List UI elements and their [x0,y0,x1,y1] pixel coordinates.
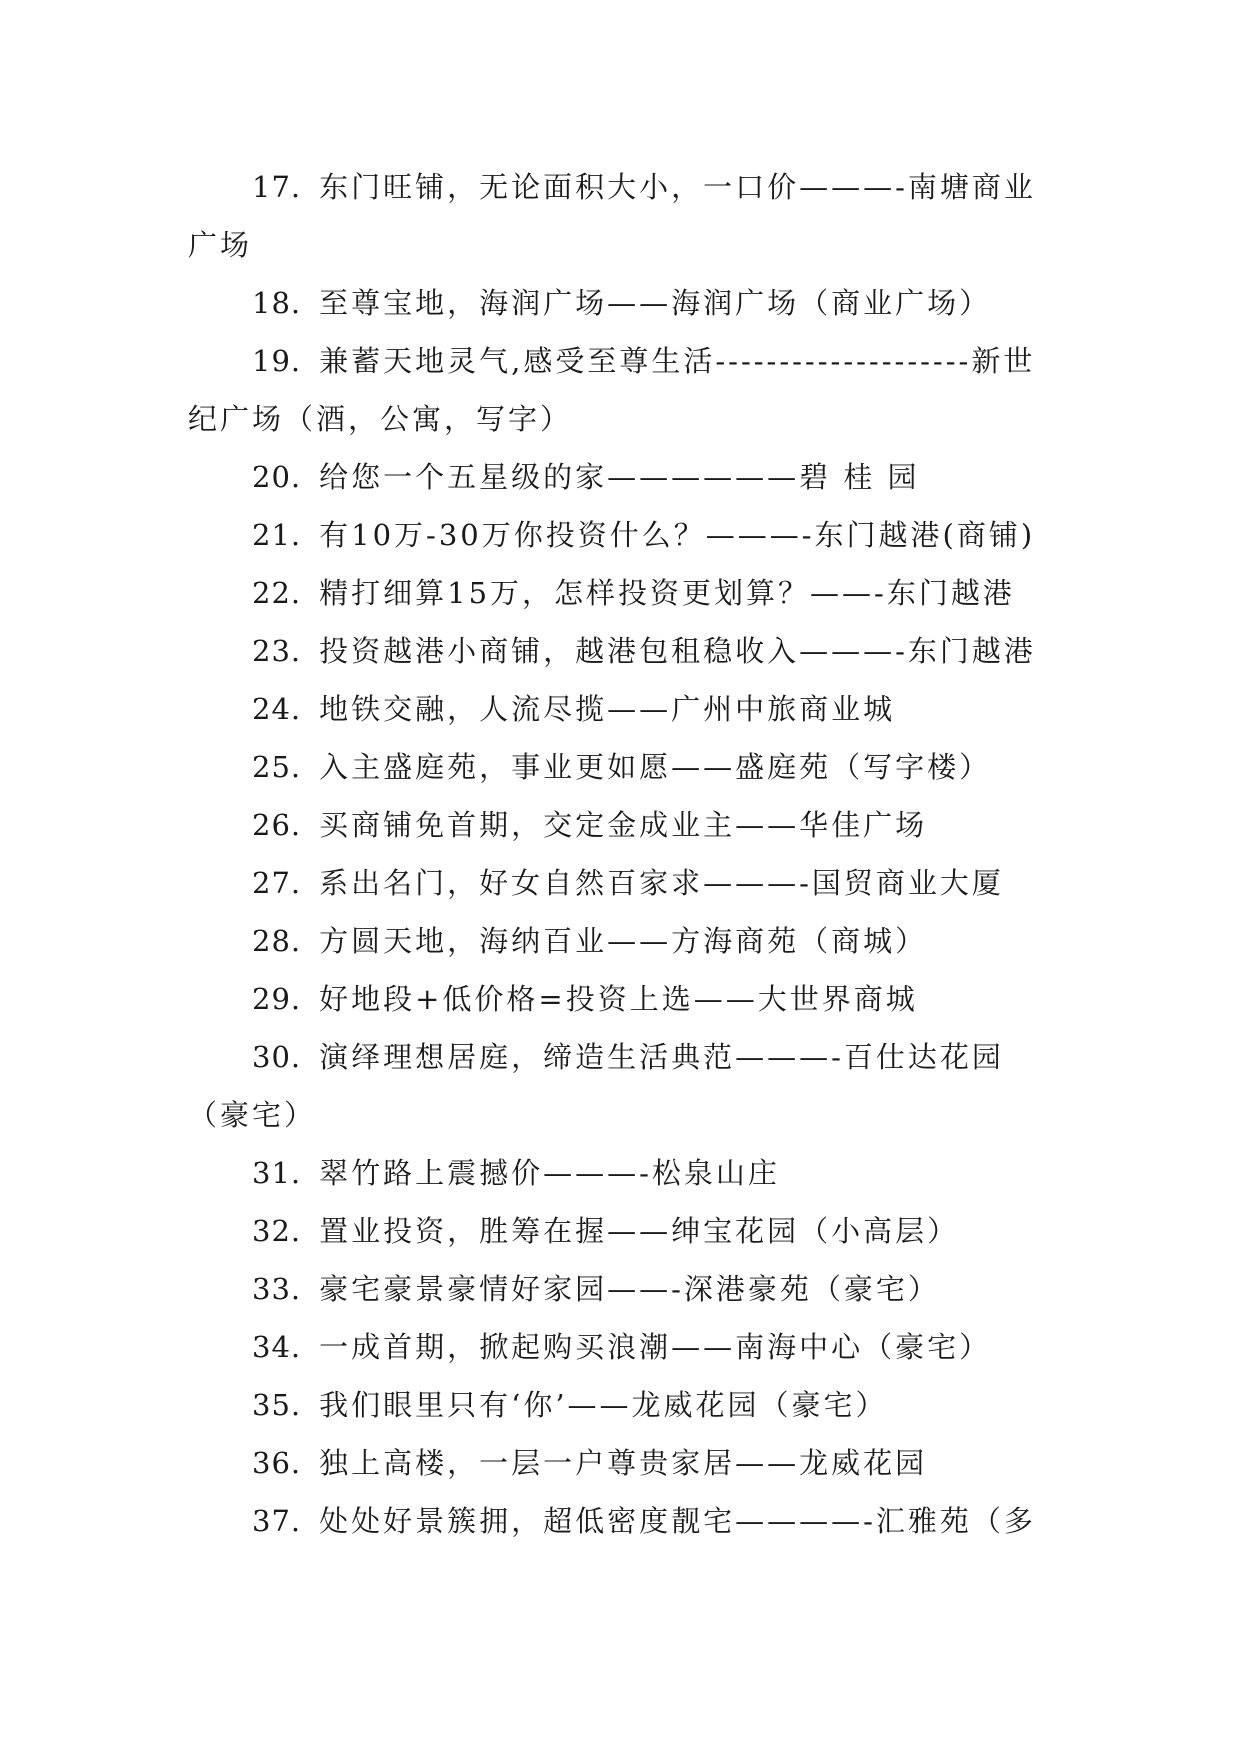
item-text: 翠竹路上震撼价———-松泉山庄 [319,1156,780,1190]
list-item [188,448,1048,506]
list-item [188,158,1048,274]
item-number: 30. [252,1040,302,1074]
item-text: 有10万-30万你投资什么？———-东门越港(商铺) [319,518,1036,552]
item-number: 35. [252,1388,302,1422]
item-text: 置业投资，胜筹在握——绅宝花园（小高层） [319,1214,960,1248]
item-number: 22. [252,576,302,610]
list-item [188,1202,1048,1260]
item-text: 我们眼里只有‘你’——龙威花园（豪宅） [319,1388,888,1422]
item-number: 21. [252,518,302,552]
item-number: 18. [252,286,302,320]
item-number: 32. [252,1214,302,1248]
slogan-list [188,158,1048,1550]
list-item [188,1260,1048,1318]
item-text: 东门旺铺，无论面积大小，一口价———-南塘商业广场 [188,170,1036,262]
item-text: 投资越港小商铺，越港包租稳收入———-东门越港 [319,634,1036,668]
list-item [188,506,1048,564]
item-text: 演绎理想居庭，缔造生活典范———-百仕达花园（豪宅） [188,1040,1004,1132]
list-item [188,680,1048,738]
item-number: 28. [252,924,302,958]
item-number: 23. [252,634,302,668]
item-text: 至尊宝地，海润广场——海润广场（商业广场） [319,286,992,320]
list-item [188,1144,1048,1202]
list-item [188,622,1048,680]
item-number: 25. [252,750,302,784]
list-item [188,738,1048,796]
item-text: 地铁交融，人流尽揽——广州中旅商业城 [319,692,896,726]
list-item [188,970,1048,1028]
list-item [188,1318,1048,1376]
item-number: 33. [252,1272,302,1306]
item-number: 31. [252,1156,302,1190]
item-number: 26. [252,808,302,842]
list-item [188,912,1048,970]
list-item [188,1028,1048,1144]
item-text: 买商铺免首期，交定金成业主——华佳广场 [319,808,928,842]
item-number: 20. [252,460,302,494]
item-text: 方圆天地，海纳百业——方海商苑（商城） [319,924,928,958]
item-number: 24. [252,692,302,726]
list-item [188,854,1048,912]
item-number: 17. [252,170,302,204]
item-text: 独上高楼，一层一户尊贵家居——龙威花园 [319,1446,928,1480]
item-text: 豪宅豪景豪情好家园——-深港豪苑（豪宅） [319,1272,940,1306]
item-text: 处处好景簇拥，超低密度靓宅————-汇雅苑（多 [319,1504,1036,1538]
list-item [188,1492,1048,1550]
list-item [188,332,1048,448]
item-text: 好地段+低价格=投资上选——大世界商城 [319,982,918,1016]
list-item [188,1376,1048,1434]
item-text: 一成首期，掀起购买浪潮——南海中心（豪宅） [319,1330,992,1364]
item-text: 精打细算15万，怎样投资更划算？——-东门越港 [319,576,1015,610]
item-number: 37. [252,1504,302,1538]
item-number: 34. [252,1330,302,1364]
item-number: 29. [252,982,302,1016]
item-number: 36. [252,1446,302,1480]
item-text: 给您一个五星级的家——————碧 桂 园 [319,460,920,494]
item-text: 系出名门，好女自然百家求———-国贸商业大厦 [319,866,1004,900]
item-text: 兼蓄天地灵气,感受至尊生活--------------------新世纪广场（酒，公寓，写字） [188,344,1036,436]
list-item [188,1434,1048,1492]
item-text: 入主盛庭苑，事业更如愿——盛庭苑（写字楼） [319,750,992,784]
item-number: 19. [252,344,302,378]
item-number: 27. [252,866,302,900]
list-item [188,564,1048,622]
list-item [188,796,1048,854]
list-item [188,274,1048,332]
